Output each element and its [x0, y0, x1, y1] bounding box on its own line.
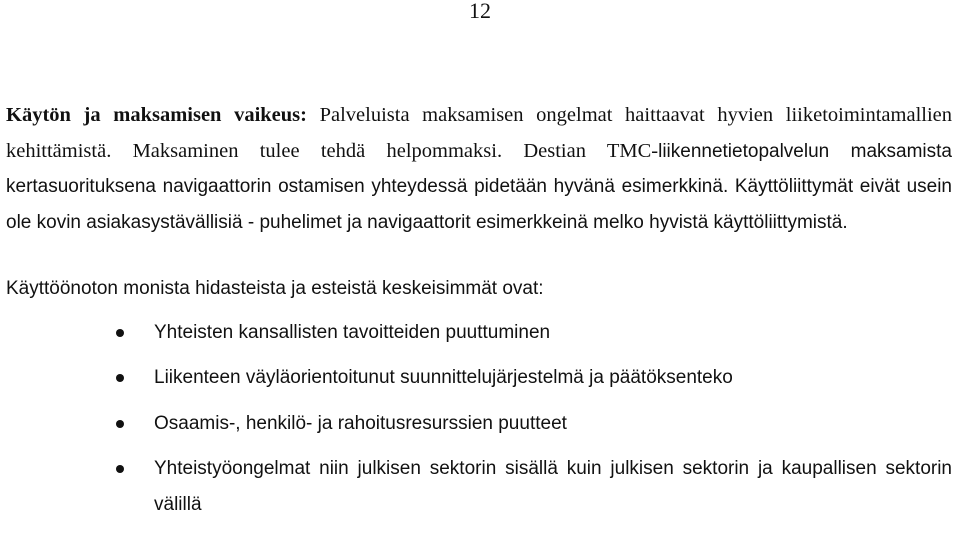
- list-item: [6, 406, 952, 442]
- page-number: 12: [469, 0, 491, 23]
- obstacles-list: [6, 315, 952, 523]
- paragraph-usage-and-payment: [6, 98, 952, 240]
- bullet-icon: [116, 374, 124, 382]
- document-body: [6, 98, 952, 532]
- bullet-icon: [116, 420, 124, 428]
- list-item-text: Yhteistyöongelmat niin julkisen sektorin sisällä kuin julkisen sektorin ja kaupallisen sektorin välillä: [154, 458, 952, 515]
- list-item-text: Liikenteen väyläorientoitunut suunnittelujärjestelmä ja päätöksenteko: [154, 367, 733, 388]
- bullet-icon: [116, 329, 124, 337]
- bullet-icon: [116, 465, 124, 473]
- list-item: [6, 360, 952, 396]
- list-item-text: Osaamis-, henkilö- ja rahoitusresurssien puutteet: [154, 412, 567, 434]
- list-item: [6, 315, 952, 351]
- list-item: [6, 451, 952, 522]
- list-item-text: Yhteisten kansallisten tavoitteiden puuttuminen: [154, 321, 551, 343]
- paragraph-obstacles-intro: Käyttöönoton monista hidasteista ja esteistä keskeisimmät ovat:: [6, 278, 544, 299]
- paragraph-text-sans: liikennetietopalvelun maksamista kertasuorituksena navigaattorin ostamisen yhteydessä pidetään hyvänä esimerkkinä. Käyttöliittymät eivät usein ole kovin asiakasystävällisiä - puhelimet ja navigaattorit esimerkkeinä melko hyvistä käyttöliittymistä.: [6, 140, 952, 233]
- paragraph-lead-heading: Käytön ja maksamisen vaikeus:: [6, 104, 307, 126]
- paragraph-text-serif: Palveluista maksamisen ongelmat haittaavat hyvien liiketoimintamallien kehittämistä. Maksaminen tulee tehdä helpommaksi. Destian TMC-: [6, 104, 953, 162]
